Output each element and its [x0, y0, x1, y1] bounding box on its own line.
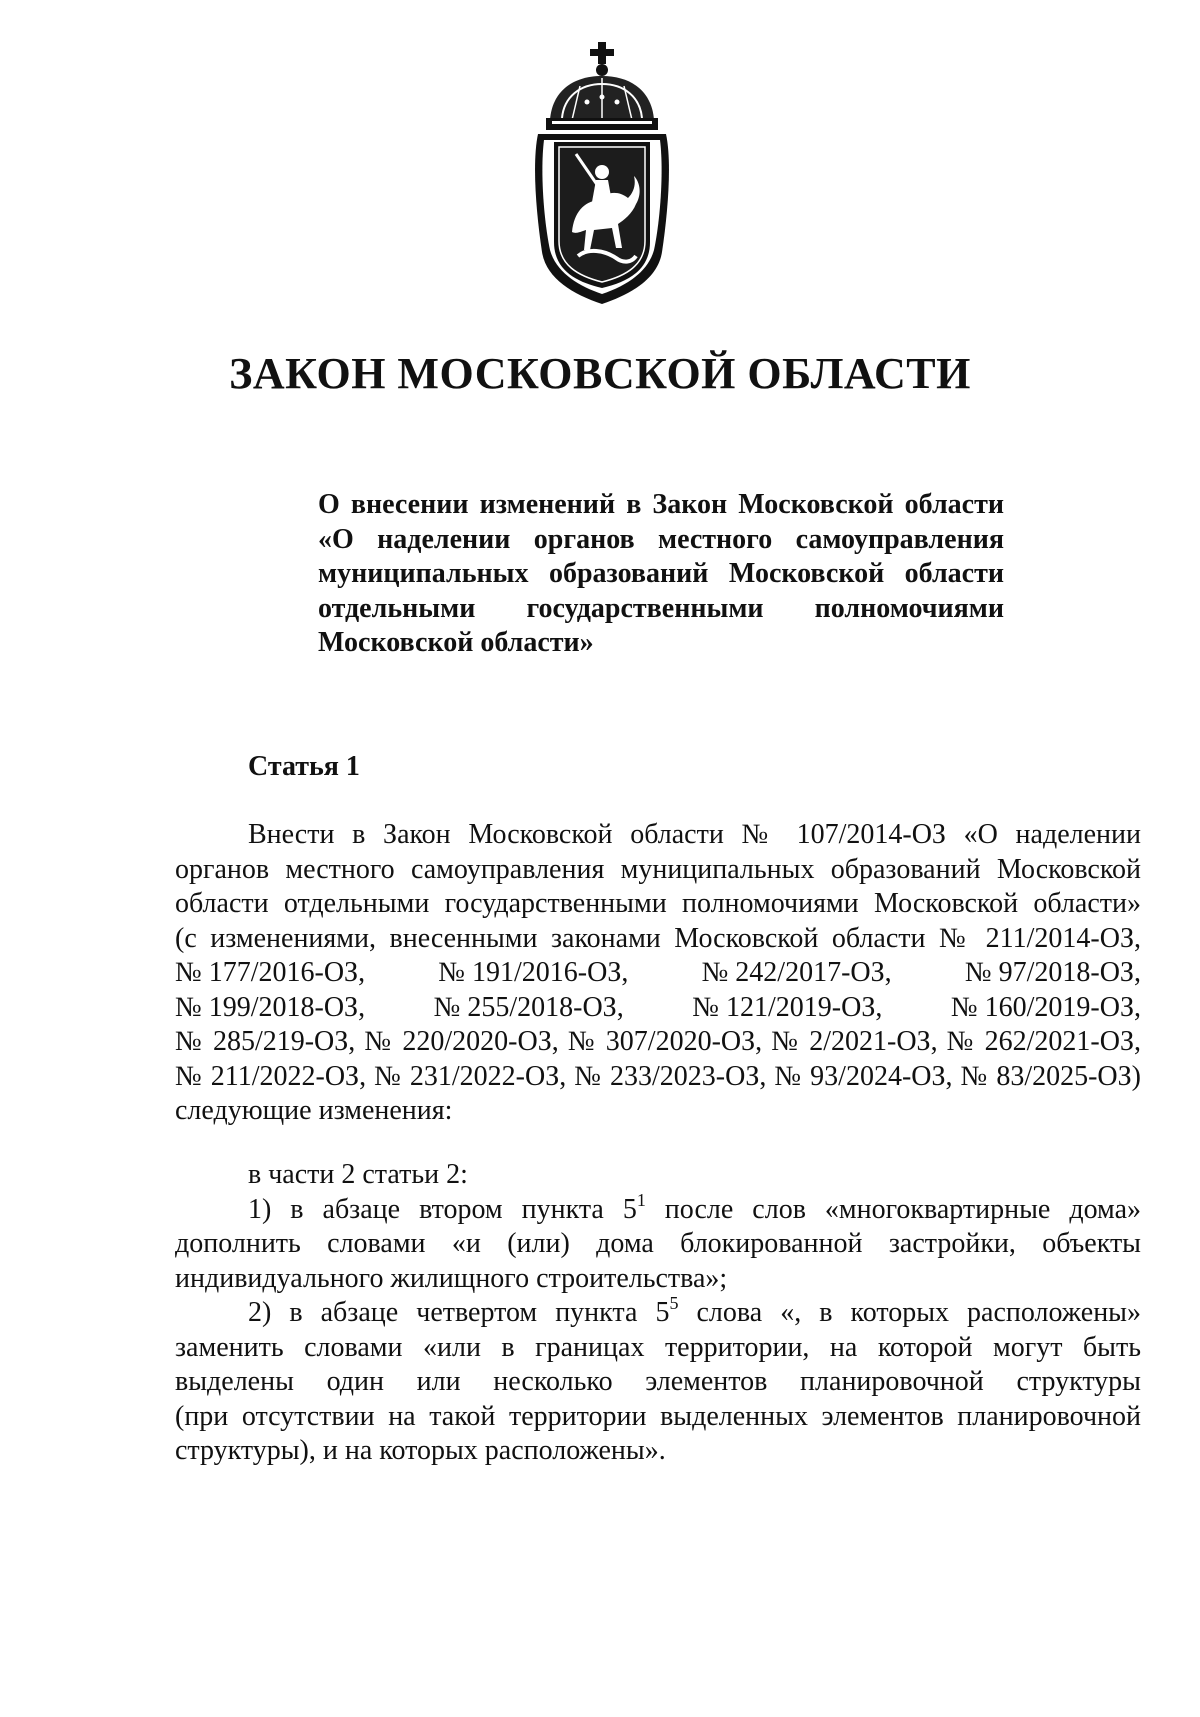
law-ref: № 191/2016-ОЗ,: [438, 957, 629, 988]
law-refs-row: [175, 991, 1141, 1026]
intro-line: органов местного самоуправления муниципальных образований Московской: [175, 853, 1141, 885]
subject-line: Московской области»: [318, 627, 594, 658]
item-2-line: выделены один или несколько элементов планировочной структуры: [175, 1366, 1141, 1397]
law-ref: № 199/2018-ОЗ,: [175, 991, 366, 1023]
subject-line: «О наделении органов местного самоуправления: [318, 523, 1004, 555]
law-refs-line: № 285/219-ОЗ, № 220/2020-ОЗ, № 307/2020-ОЗ, № 2/2021-ОЗ, № 262/2021-ОЗ,: [175, 1026, 1141, 1057]
intro-end: следующие изменения:: [175, 1095, 453, 1126]
article-intro-paragraph: [175, 818, 1141, 1129]
law-ref: № 242/2017-ОЗ,: [701, 957, 892, 988]
law-ref: № 121/2019-ОЗ,: [692, 991, 883, 1023]
intro-line: Внести в Закон Московской области № 107/2014-ОЗ «О наделении: [248, 819, 1141, 850]
subject-line: муниципальных образований Московской области: [318, 558, 1004, 589]
article-heading: Статья 1: [248, 751, 360, 782]
law-refs-line: № 211/2022-ОЗ, № 231/2022-ОЗ, № 233/2023-ОЗ, № 93/2024-ОЗ, № 83/2025-ОЗ): [175, 1060, 1141, 1092]
item-2-line: заменить словами «или в границах территории, на которой могут быть: [175, 1331, 1141, 1363]
item-1-line: индивидуального жилищного строительства»;: [175, 1262, 728, 1294]
item-2-suffix: слова «, в которых расположены»: [678, 1297, 1141, 1328]
item-1-superscript: 1: [636, 1189, 646, 1210]
item-2-line: (при отсутствии на такой территории выделенных элементов планировочной: [175, 1400, 1141, 1432]
item-2-prefix: 2) в абзаце четвертом пункта 5: [248, 1297, 670, 1328]
amendments-block: [175, 1158, 1141, 1469]
subject-line: О внесении изменений в Закон Московской области: [318, 489, 1004, 520]
item-2-superscript: 5: [669, 1293, 679, 1313]
intro-line: области отдельными государственными полномочиями Московской области»: [175, 888, 1141, 919]
law-ref: № 255/2018-ОЗ,: [433, 991, 624, 1023]
law-subject: [318, 488, 1004, 661]
law-ref: № 160/2019-ОЗ,: [950, 991, 1141, 1023]
law-refs-row: [175, 956, 1141, 991]
law-ref: № 97/2018-ОЗ,: [964, 957, 1141, 988]
item-1-line: [175, 1189, 1142, 1228]
law-ref: № 177/2016-ОЗ,: [175, 957, 366, 988]
item-2-line: [175, 1293, 1141, 1331]
item-2-line: структуры), и на которых расположены».: [175, 1435, 666, 1466]
item-1-suffix: после слов «многоквартирные дома»: [645, 1193, 1142, 1225]
coat-of-arms-emblem: [532, 42, 672, 307]
part-heading: в части 2 статьи 2:: [248, 1159, 468, 1190]
law-title: ЗАКОН МОСКОВСКОЙ ОБЛАСТИ: [229, 349, 971, 398]
intro-line: (с изменениями, внесенными законами Московской области № 211/2014-ОЗ,: [175, 922, 1141, 954]
item-1-line: дополнить словами «и (или) дома блокированной застройки, объекты: [175, 1228, 1141, 1259]
subject-line: отдельными государственными полномочиями: [318, 592, 1004, 624]
item-1-prefix: 1) в абзаце втором пункта 5: [248, 1193, 637, 1225]
